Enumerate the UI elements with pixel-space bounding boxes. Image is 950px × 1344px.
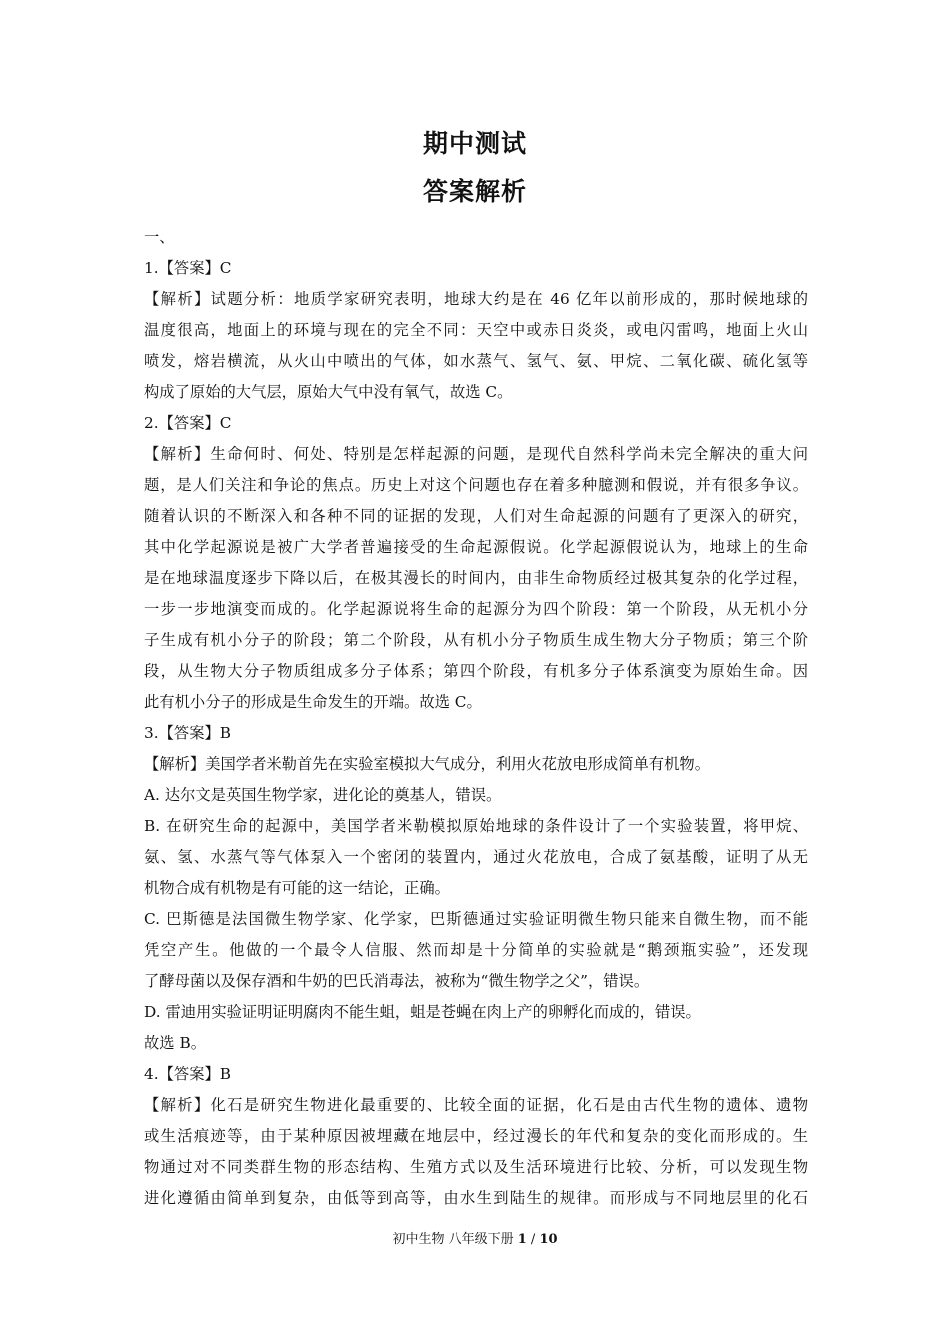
explanation-line: 【解析】美国学者米勒首先在实验室模拟大气成分，利用火花放电形成简单有机物。 <box>144 755 710 773</box>
explanation-line: 一步一步地演变而成的。化学起源说将生命的起源分为四个阶段：第一个阶段，从无机小分 <box>144 600 808 618</box>
option-line: D. 雷迪用实验证明证明腐肉不能生蛆，蛆是苍蝇在肉上产的卵孵化而成的，错误。 <box>144 1003 701 1021</box>
answer-line: 3.【答案】B <box>144 724 232 742</box>
page-footer <box>0 1228 950 1247</box>
explanation-line: 此有机小分子的形成是生命发生的开端。故选 C。 <box>144 693 482 711</box>
section-marker: 一、 <box>144 228 175 246</box>
footer-page-total: 10 <box>539 1232 558 1247</box>
answer-line: 4.【答案】B <box>144 1065 232 1083</box>
footer-separator: / <box>526 1232 540 1247</box>
conclusion-line: 故选 B。 <box>144 1034 206 1052</box>
explanation-line: 或生活痕迹等，由于某种原因被埋藏在地层中，经过漫长的年代和复杂的变化而形成的。生 <box>144 1127 808 1145</box>
option-line: 机物合成有机物是有可能的这一结论，正确。 <box>144 879 450 897</box>
explanation-line: 是在地球温度逐步下降以后，在极其漫长的时间内，由非生命物质经过极其复杂的化学过程， <box>144 569 808 587</box>
option-line: 凭空产生。他做的一个最令人信服、然而却是十分简单的实验就是“鹅颈瓶实验”，还发现 <box>144 941 808 959</box>
explanation-line: 子生成有机小分子的阶段；第二个阶段，从有机小分子物质生成生物大分子物质；第三个阶 <box>144 631 808 649</box>
explanation-line: 段，从生物大分子物质组成多分子体系；第四个阶段，有机多分子体系演变为原始生命。因 <box>144 662 808 680</box>
option-line: B. 在研究生命的起源中，美国学者米勒模拟原始地球的条件设计了一个实验装置，将甲烷、 <box>144 817 808 835</box>
explanation-line: 进化遵循由简单到复杂，由低等到高等，由水生到陆生的规律。而形成与不同地层里的化石 <box>144 1189 808 1207</box>
answer-line: 1.【答案】C <box>144 259 232 277</box>
option-line: 了酵母菌以及保存酒和牛奶的巴氏消毒法，被称为“微生物学之父”，错误。 <box>144 972 650 990</box>
option-line: C. 巴斯德是法国微生物学家、化学家，巴斯德通过实验证明微生物只能来自微生物，而不能 <box>144 910 808 928</box>
footer-book: 初中生物 八年级下册 <box>392 1232 514 1247</box>
explanation-line: 物通过对不同类群生物的形态结构、生殖方式以及生活环境进行比较、分析，可以发现生物 <box>144 1158 808 1176</box>
explanation-line: 其中化学起源说是被广大学者普遍接受的生命起源假说。化学起源假说认为，地球上的生命 <box>144 538 808 556</box>
explanation-line: 题，是人们关注和争论的焦点。历史上对这个问题也存在着多种臆测和假说，并有很多争议。 <box>144 476 808 494</box>
option-line: A. 达尔文是英国生物学家，进化论的奠基人，错误。 <box>144 786 502 804</box>
page-subtitle: 答案解析 <box>422 177 527 206</box>
explanation-line: 【解析】化石是研究生物进化最重要的、比较全面的证据，化石是由古代生物的遗体、遗物 <box>144 1096 808 1114</box>
page-title: 期中测试 <box>422 129 527 158</box>
answer-line: 2.【答案】C <box>144 414 232 432</box>
explanation-line: 喷发，熔岩横流，从火山中喷出的气体，如水蒸气、氢气、氨、甲烷、二氧化碳、硫化氢等 <box>144 352 808 370</box>
explanation-line: 【解析】试题分析：地质学家研究表明，地球大约是在 46 亿年以前形成的，那时候地球的 <box>144 290 808 308</box>
explanation-line: 随着认识的不断深入和各种不同的证据的发现，人们对生命起源的问题有了更深入的研究， <box>144 507 808 525</box>
explanation-line: 构成了原始的大气层，原始大气中没有氧气，故选 C。 <box>144 383 513 401</box>
footer-page-number: 1 <box>517 1232 527 1247</box>
explanation-line: 温度很高，地面上的环境与现在的完全不同：天空中或赤日炎炎，或电闪雷鸣，地面上火山 <box>144 321 808 339</box>
option-line: 氨、氢、水蒸气等气体泵入一个密闭的装置内，通过火花放电，合成了氨基酸，证明了从无 <box>144 848 808 866</box>
answer-body <box>144 222 808 1214</box>
explanation-line: 【解析】生命何时、何处、特别是怎样起源的问题，是现代自然科学尚未完全解决的重大问 <box>144 445 808 463</box>
